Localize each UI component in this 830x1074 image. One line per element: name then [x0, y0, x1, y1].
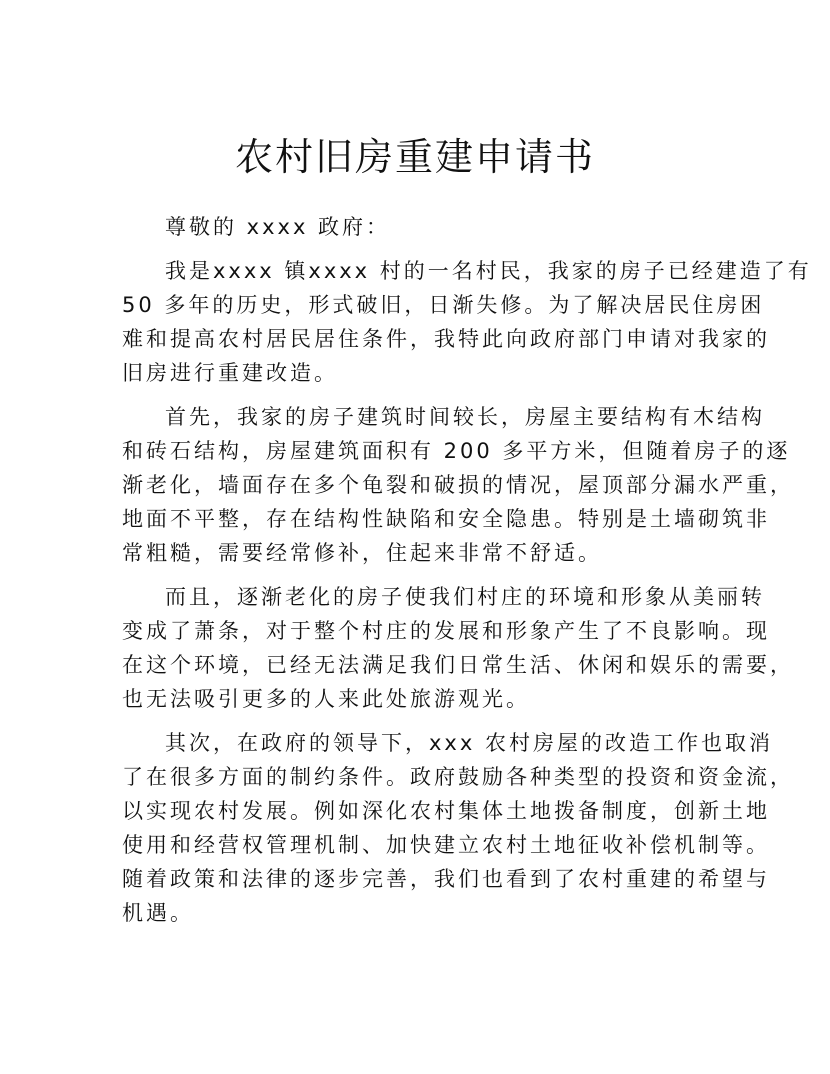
- text-line: 50 多年的历史，形式破旧，日渐失修。为了解决居民住房困: [122, 293, 765, 317]
- text-line: 地面不平整，存在结构性缺陷和安全隐患。特别是土墙砌筑非: [122, 507, 770, 531]
- text-line: 变成了萧条，对于整个村庄的发展和形象产生了不良影响。现: [122, 619, 770, 643]
- text-line: 其次，在政府的领导下，xxx 农村房屋的改造工作也取消: [165, 731, 773, 755]
- text-line: 在这个环境，已经无法满足我们日常生活、休闲和娱乐的需要，: [122, 653, 794, 677]
- text-line: 了在很多方面的制约条件。政府鼓励各种类型的投资和资金流，: [122, 765, 794, 789]
- salutation: 尊敬的 xxxx 政府：: [165, 215, 391, 239]
- text-line: 机遇。: [122, 901, 194, 925]
- paragraph-3: [122, 580, 794, 716]
- text-line: 渐老化，墙面存在多个龟裂和破损的情况，屋顶部分漏水严重，: [122, 473, 794, 497]
- text-line: 使用和经营权管理机制、加快建立农村土地征收补偿机制等。: [122, 833, 770, 857]
- paragraph-4: [122, 726, 794, 930]
- text-line: 旧房进行重建改造。: [122, 361, 338, 385]
- document-body: [122, 210, 812, 940]
- text-line: 首先，我家的房子建筑时间较长，房屋主要结构有木结构: [165, 405, 765, 429]
- text-line: 以实现农村发展。例如深化农村集体土地拨备制度，创新土地: [122, 799, 770, 823]
- paragraph-1: [122, 254, 812, 390]
- paragraph-2: [122, 400, 794, 570]
- text-line: 也无法吸引更多的人来此处旅游观光。: [122, 687, 530, 711]
- text-line: 我是xxxx 镇xxxx 村的一名村民，我家的房子已经建造了有: [165, 259, 812, 283]
- salutation-paragraph: [122, 210, 742, 244]
- text-line: 和砖石结构，房屋建筑面积有 200 多平方米，但随着房子的逐: [122, 439, 791, 463]
- text-line: 随着政策和法律的逐步完善，我们也看到了农村重建的希望与: [122, 867, 770, 891]
- text-line: 难和提高农村居民居住条件，我特此向政府部门申请对我家的: [122, 327, 770, 351]
- text-line: 常粗糙，需要经常修补，住起来非常不舒适。: [122, 541, 602, 565]
- text-line: 而且，逐渐老化的房子使我们村庄的环境和形象从美丽转: [165, 585, 765, 609]
- document-title: 农村旧房重建申请书: [234, 135, 595, 179]
